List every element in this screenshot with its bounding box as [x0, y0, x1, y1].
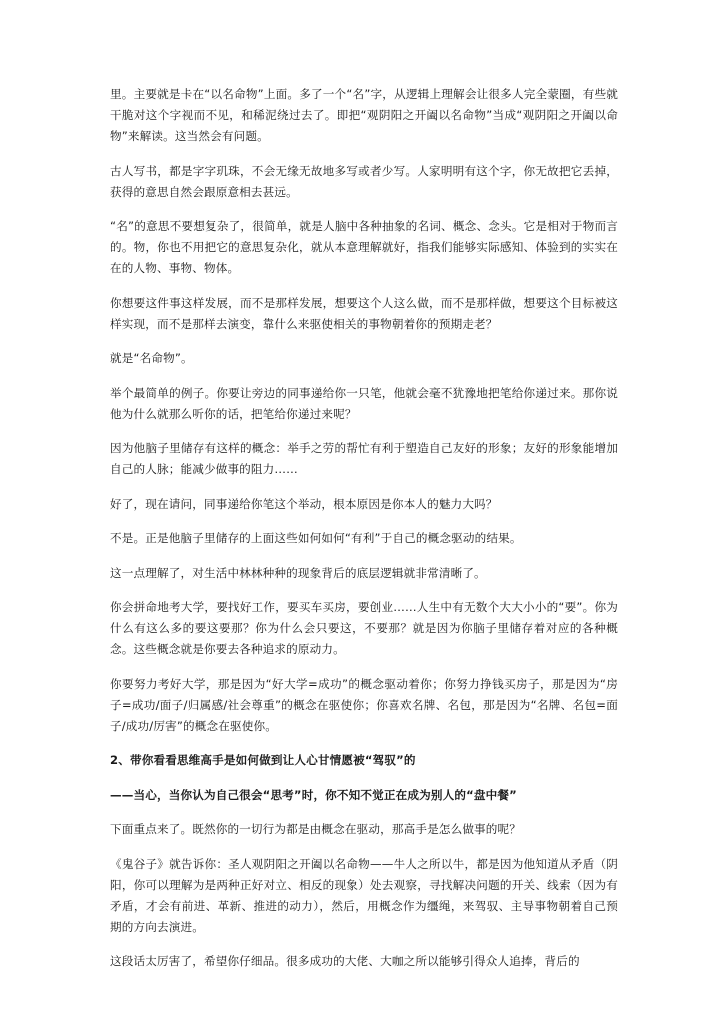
paragraph: 因为他脑子里储存有这样的概念：举手之劳的帮忙有利于塑造自己友好的形象；友好的形象能增加自己的人脉；能减少做事的阻力…… — [110, 441, 618, 476]
document-page — [110, 84, 618, 986]
section-heading: 2、带你看看思维高手是如何做到让人心甘情愿被“驾驭”的 — [110, 753, 416, 767]
paragraph: 举个最简单的例子。你要让旁边的同事递给你一只笔，他就会毫不犹豫地把笔给你递过来。那你说他为什么就那么听你的话，把笔给你递过来呢？ — [110, 385, 618, 421]
paragraph: 古人写书，都是字字玑珠，不会无缘无故地多写或者少写。人家明明有这个字，你无故把它丢掉，获得的意思自然会跟原意相去甚远。 — [110, 163, 618, 199]
paragraph: 就是“名命物”。 — [110, 351, 193, 365]
paragraph: 你会拼命地考大学，要找好工作，要买车买房，要创业……人生中有无数个大大小小的“要”。你为什么有这么多的要这要那？你为什么会只要这，不要那？就是因为你脑子里储存着对应的各种概念。这些概念就是你要去各种追求的原动力。 — [110, 600, 618, 656]
paragraph: 里。主要就是卡在“以名命物”上面。多了一个“名”字，从逻辑上理解会让很多人完全蒙圈，有些就干脆对这个字视而不见，和稀泥绕过去了。即把“观阴阳之开阖以名命物”当成“观阴阳之开阖以命物”来解读。这当然会有问题。 — [110, 87, 618, 143]
paragraph: “名”的意思不要想复杂了，很简单，就是人脑中各种抽象的名词、概念、念头。它是相对于物而言的。物，你也不用把它的意思复杂化，就从本意理解就好，指我们能够实际感知、体验到的实实在在的人物、事物、物体。 — [110, 219, 618, 275]
paragraph: 《鬼谷子》就告诉你：圣人观阴阳之开阖以名命物——牛人之所以牛，都是因为他知道从矛盾（阴阳，你可以理解为是两种正好对立、相反的现象）处去观察，寻找解决问题的开关、线索（因为有矛盾，才会有前进、革新、推进的动力），然后，用概念作为缰绳，来驾驭、主导事物朝着自己预期的方向去演进。 — [110, 856, 618, 934]
paragraph: 你要努力考好大学，那是因为“好大学=成功”的概念驱动着你；你努力挣钱买房子，那是因为“房子=成功/面子/归属感/社会尊重”的概念在驱使你；你喜欢名牌、名包，那是因为“名牌、名包=面子/成功/厉害”的概念在驱使你。 — [110, 676, 618, 733]
paragraph: 不是。正是他脑子里储存的上面这些如何如何“有利”于自己的概念驱动的结果。 — [110, 531, 522, 545]
paragraph: 下面重点来了。既然你的一切行为都是由概念在驱动，那高手是怎么做事的呢？ — [110, 822, 522, 836]
paragraph: 好了，现在请问，同事递给你笔这个举动，根本原因是你本人的魅力大吗？ — [110, 496, 498, 511]
paragraph: 你想要这件事这样发展，而不是那样发展，想要这个人这么做，而不是那样做，想要这个目标被这样实现，而不是那样去演变，靠什么来驱使相关的事物朝着你的预期走老？ — [110, 295, 618, 331]
section-subheading: ——当心，当你认为自己很会“思考”时，你不知不觉正在成为别人的“盘中餐” — [110, 787, 517, 802]
paragraph: 这一点理解了，对生活中林林种种的现象背后的底层逻辑就非常清晰了。 — [110, 565, 486, 580]
paragraph: 这段话太厉害了，希望你仔细品。很多成功的大佬、大咖之所以能够引得众人追捧，背后的 — [110, 954, 580, 968]
